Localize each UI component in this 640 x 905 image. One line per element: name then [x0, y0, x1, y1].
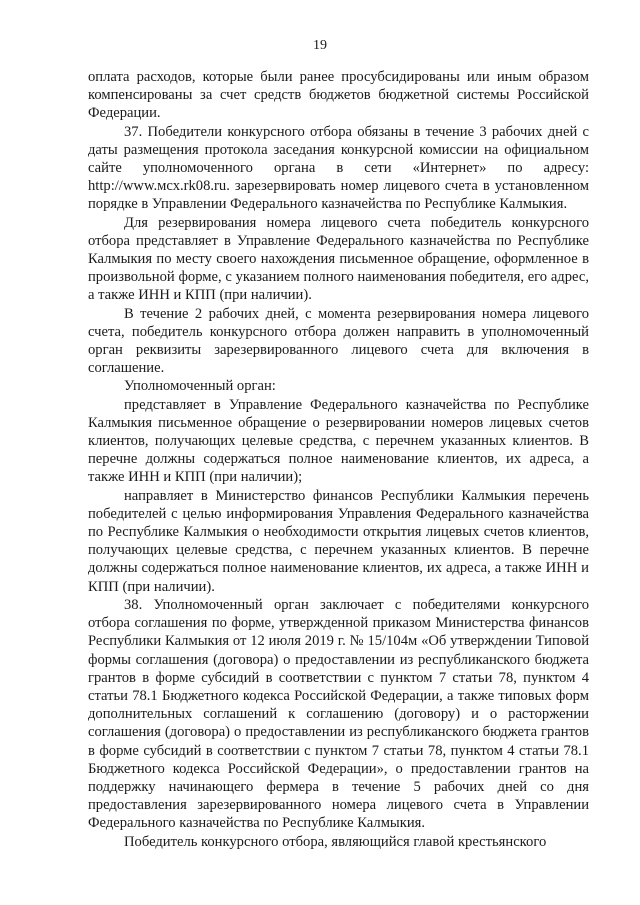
paragraph-authorized-body: Уполномоченный орган: — [124, 378, 276, 395]
paragraph-item-37: 37. Победители конкурсного отбора обязаны в течение 3 рабочих дней с даты размещения протокола заседания конкурсной комиссии на официальном сайте уполномоченного органа в сети «Интернет» по адресу: http://www.мсх.rk08.ru. зарезервировать номер лицевого счета в установленном порядке в Управлении Федерального казначейства по Республике Калмыкия. — [88, 123, 589, 213]
paragraph-reservation: Для резервирования номера лицевого счета победитель конкурсного отбора представляет в Управление Федерального казначейства по Республике Калмыкия по месту своего нахождения письменное обращение, оформленное в произвольной форме, с указанием полного наименования победителя, его адрес, а также ИНН и КПП (при наличии). — [88, 214, 589, 304]
paragraph-winner-head: Победитель конкурсного отбора, являющийся главой крестьянского — [124, 833, 547, 850]
paragraph-two-days: В течение 2 рабочих дней, с момента резервирования номера лицевого счета, победитель конкурсного отбора должен направить в уполномоченный орган реквизиты зарезервированного лицевого счета для включения в соглашение. — [88, 305, 589, 377]
paragraph-sends: направляет в Министерство финансов Республики Калмыкия перечень победителей с целью информирования Управления Федерального казначейства по Республике Калмыкия о необходимости открытия лицевых счетов клиентов, получающих целевые средства, с перечнем указанных клиентов. В перечне должны содержаться полное наименование клиентов, их адреса, а также ИНН и КПП (при наличии). — [88, 487, 589, 595]
paragraph-submits: представляет в Управление Федерального казначейства по Республике Калмыкия письменное обращение о резервировании номеров лицевых счетов клиентов, получающих целевые средства, с перечнем указанных клиентов. В перечне должны содержаться полное наименование клиентов, их адреса, а также ИНН и КПП (при наличии); — [88, 396, 589, 486]
paragraph-continuation: оплата расходов, которые были ранее просубсидированы или иным образом компенсированы за счет средств бюджетов бюджетной системы Российской Федерации. — [88, 69, 589, 122]
page-number: 19 — [313, 38, 327, 53]
document-body — [88, 68, 589, 851]
paragraph-item-38: 38. Уполномоченный орган заключает с победителями конкурсного отбора соглашения по форме, утвержденной приказом Министерства финансов Республики Калмыкия от 12 июля 2019 г. № 15/104м «Об утверждении Типовой формы соглашения (договора) о предоставлении из республиканского бюджета грантов в форме субсидий в соответствии с пунктом 7 статьи 78, пунктом 4 статьи 78.1 Бюджетного кодекса Российской Федерации, а также типовых форм дополнительных соглашений к соглашению (договору) и о расторжении соглашения (договора) о предоставлении из республиканского бюджета грантов в форме субсидий в соответствии с пунктом 7 статьи 78, пунктом 4 статьи 78.1 Бюджетного кодекса Российской Федерации», о предоставлении грантов на поддержку начинающего фермера в течение 5 рабочих дней со дня предоставления зарезервированного номера лицевого счета в Управлении Федерального казначейства по Республике Калмыкия. — [88, 596, 589, 832]
